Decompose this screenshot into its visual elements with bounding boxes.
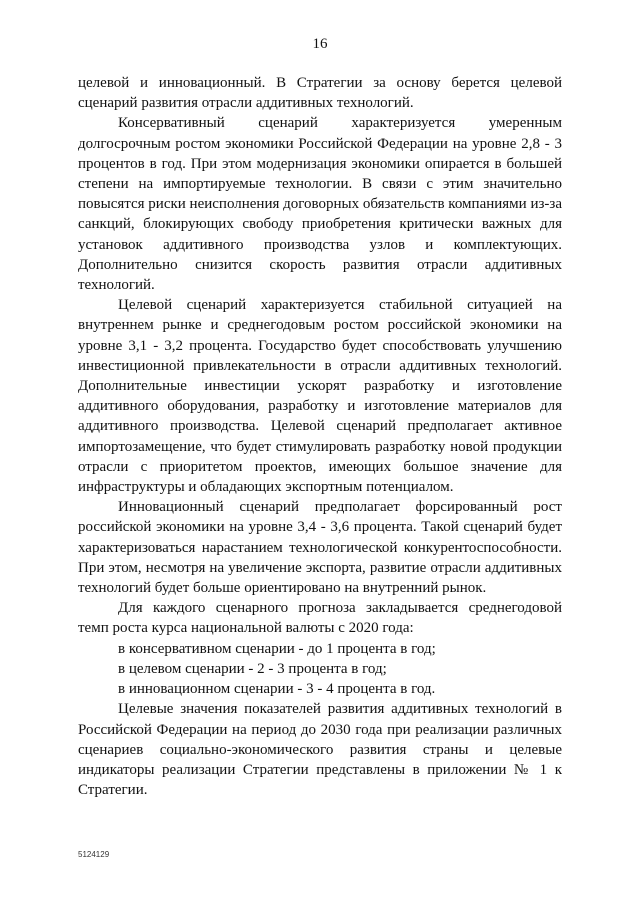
document-body	[78, 73, 562, 800]
paragraph-target-scenario: Целевой сценарий характеризуется стабильной ситуацией на внутреннем рынке и среднегодовым ростом российской экономики на уровне 3,1 - 3,2 процента. Государство будет способствовать улучшению инвестиционной привлекательности в отрасли аддитивных технологий. Дополнительные инвестиции ускорят разработку и изготовление аддитивного оборудования, разработку и изготовление материалов для аддитивного производства. Целевой сценарий предполагает активное импортозамещение, что будет стимулировать разработку новой продукции отрасли с приоритетом проектов, имеющих большое значение для инфраструктуры и обладающих экспортным потенциалом.	[78, 297, 562, 496]
paragraph-closing: Целевые значения показателей развития аддитивных технологий в Российской Федерации на период до 2030 года при реализации различных сценариев социально-экономического развития страны и целевые индикаторы реализации Стратегии представлены в приложении № 1 к Стратегии.	[78, 701, 562, 799]
paragraph-currency-forecast: Для каждого сценарного прогноза закладывается среднегодовой темп роста курса национальной валюты с 2020 года:	[78, 600, 562, 637]
list-item-target: в целевом сценарии - 2 - 3 процента в год;	[118, 660, 387, 677]
list-item-innovation: в инновационном сценарии - 3 - 4 процента в год.	[118, 681, 436, 698]
document-code: 5124129	[78, 850, 110, 859]
list-item-conservative: в консервативном сценарии - до 1 процента в год;	[118, 640, 436, 657]
paragraph-innovation-scenario: Инновационный сценарий предполагает форсированный рост российской экономики на уровне 3,4 - 3,6 процента. Такой сценарий будет характеризоваться нарастанием технологической конкурентоспособности. При этом, несмотря на увеличение экспорта, развитие отрасли аддитивных технологий будет больше ориентировано на внутренний рынок.	[78, 499, 562, 597]
page-number: 16	[312, 36, 328, 52]
paragraph-continuation: целевой и инновационный. В Стратегии за основу берется целевой сценарий развития отрасли аддитивных технологий.	[78, 75, 562, 112]
paragraph-conservative-scenario: Консервативный сценарий характеризуется умеренным долгосрочным ростом экономики Российской Федерации на уровне 2,8 - 3 процентов в год. При этом модернизация экономики опирается в большей степени на импортируемые технологии. В связи с этим значительно повысятся риски неисполнения договорных обязательств компаниями из-за санкций, блокирующих свободу приобретения критически важных для установок аддитивного производства узлов и комплектующих. Дополнительно снизится скорость развития отрасли аддитивных технологий.	[78, 115, 562, 294]
